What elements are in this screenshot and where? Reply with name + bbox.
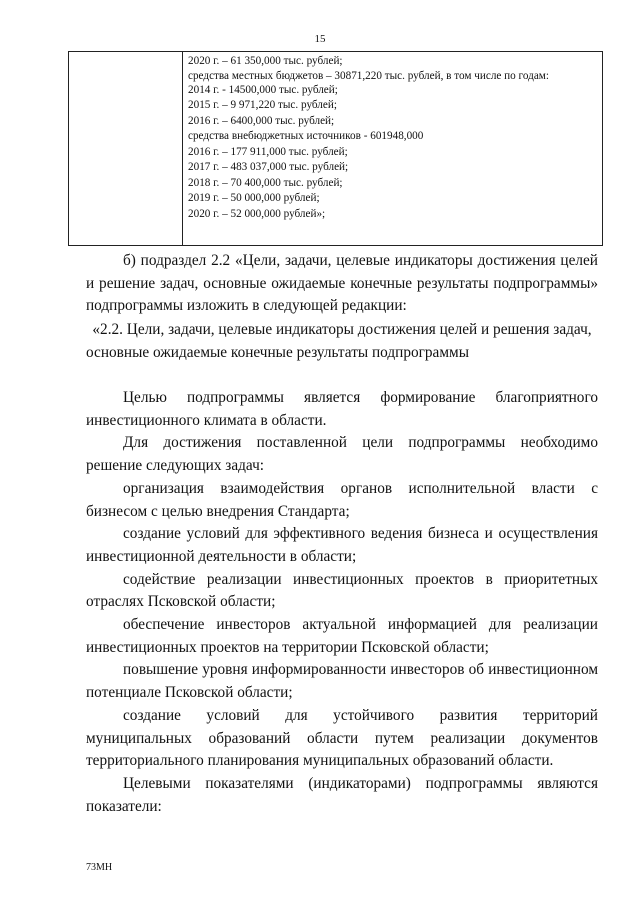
amendment-intro-block bbox=[86, 250, 598, 318]
body-text bbox=[86, 387, 598, 818]
task-item: организация взаимодействия органов исполнительной власти с бизнесом с целью внедрения Стандарта; bbox=[86, 479, 598, 520]
task-item: повышение уровня информированности инвесторов об инвестиционном потенциале Псковской области; bbox=[86, 661, 598, 702]
task-item: содействие реализации инвестиционных проектов в приоритетных отраслях Псковской области; bbox=[86, 570, 598, 611]
task-item: создание условий для устойчивого развития территорий муниципальных образований области путем реализации документов территориального планирования муниципальных образований области. bbox=[86, 706, 598, 770]
funding-table bbox=[68, 51, 603, 246]
section-heading: «2.2. Цели, задачи, целевые индикаторы достижения целей и решения задач, основные ожидаемые конечные результаты подпрограммы bbox=[86, 321, 592, 361]
table-row: 2016 г. – 6400,000 тыс. рублей; bbox=[188, 114, 335, 127]
table-row: 2018 г. – 70 400,000 тыс. рублей; bbox=[188, 176, 343, 189]
table-row: 2019 г. – 50 000,000 рублей; bbox=[188, 192, 320, 204]
tasks-intro: Для достижения поставленной цели подпрограммы необходимо решение следующих задач: bbox=[86, 434, 598, 475]
table-row: средства местных бюджетов – 30871,220 тыс. рублей, в том числе по годам: bbox=[188, 69, 549, 82]
task-item: создание условий для эффективного ведения бизнеса и осуществления инвестиционной деятельности в области; bbox=[86, 525, 598, 565]
table-right-cell bbox=[183, 52, 602, 245]
table-row: 2015 г. – 9 971,220 тыс. рублей; bbox=[188, 99, 337, 111]
table-row: 2017 г. – 483 037,000 тыс. рублей; bbox=[188, 161, 349, 173]
table-row: 2014 г. - 14500,000 тыс. рублей; bbox=[188, 83, 338, 96]
task-item: обеспечение инвесторов актуальной информацией для реализации инвестиционных проектов на территории Псковской области; bbox=[86, 616, 598, 656]
section-heading-block bbox=[86, 319, 598, 364]
table-row: 2020 г. – 52 000,000 рублей»; bbox=[188, 207, 326, 220]
page-number: 15 bbox=[314, 33, 326, 45]
document-code: 73МН bbox=[86, 862, 113, 873]
amendment-intro: б) подраздел 2.2 «Цели, задачи, целевые индикаторы достижения целей и решение задач, основные ожидаемые конечные результаты подпрограммы» подпрограммы изложить в следующей редакции: bbox=[86, 252, 598, 315]
goal-paragraph: Целью подпрограммы является формирование благоприятного инвестиционного климата в области. bbox=[86, 389, 598, 429]
table-row: 2020 г. – 61 350,000 тыс. рублей; bbox=[188, 55, 343, 67]
table-row: 2016 г. – 177 911,000 тыс. рублей; bbox=[188, 145, 348, 158]
indicators-intro: Целевыми показателями (индикаторами) подпрограммы являются показатели: bbox=[86, 774, 598, 815]
table-row: средства внебюджетных источников - 601948,000 bbox=[188, 130, 424, 142]
table-left-cell bbox=[69, 52, 183, 245]
